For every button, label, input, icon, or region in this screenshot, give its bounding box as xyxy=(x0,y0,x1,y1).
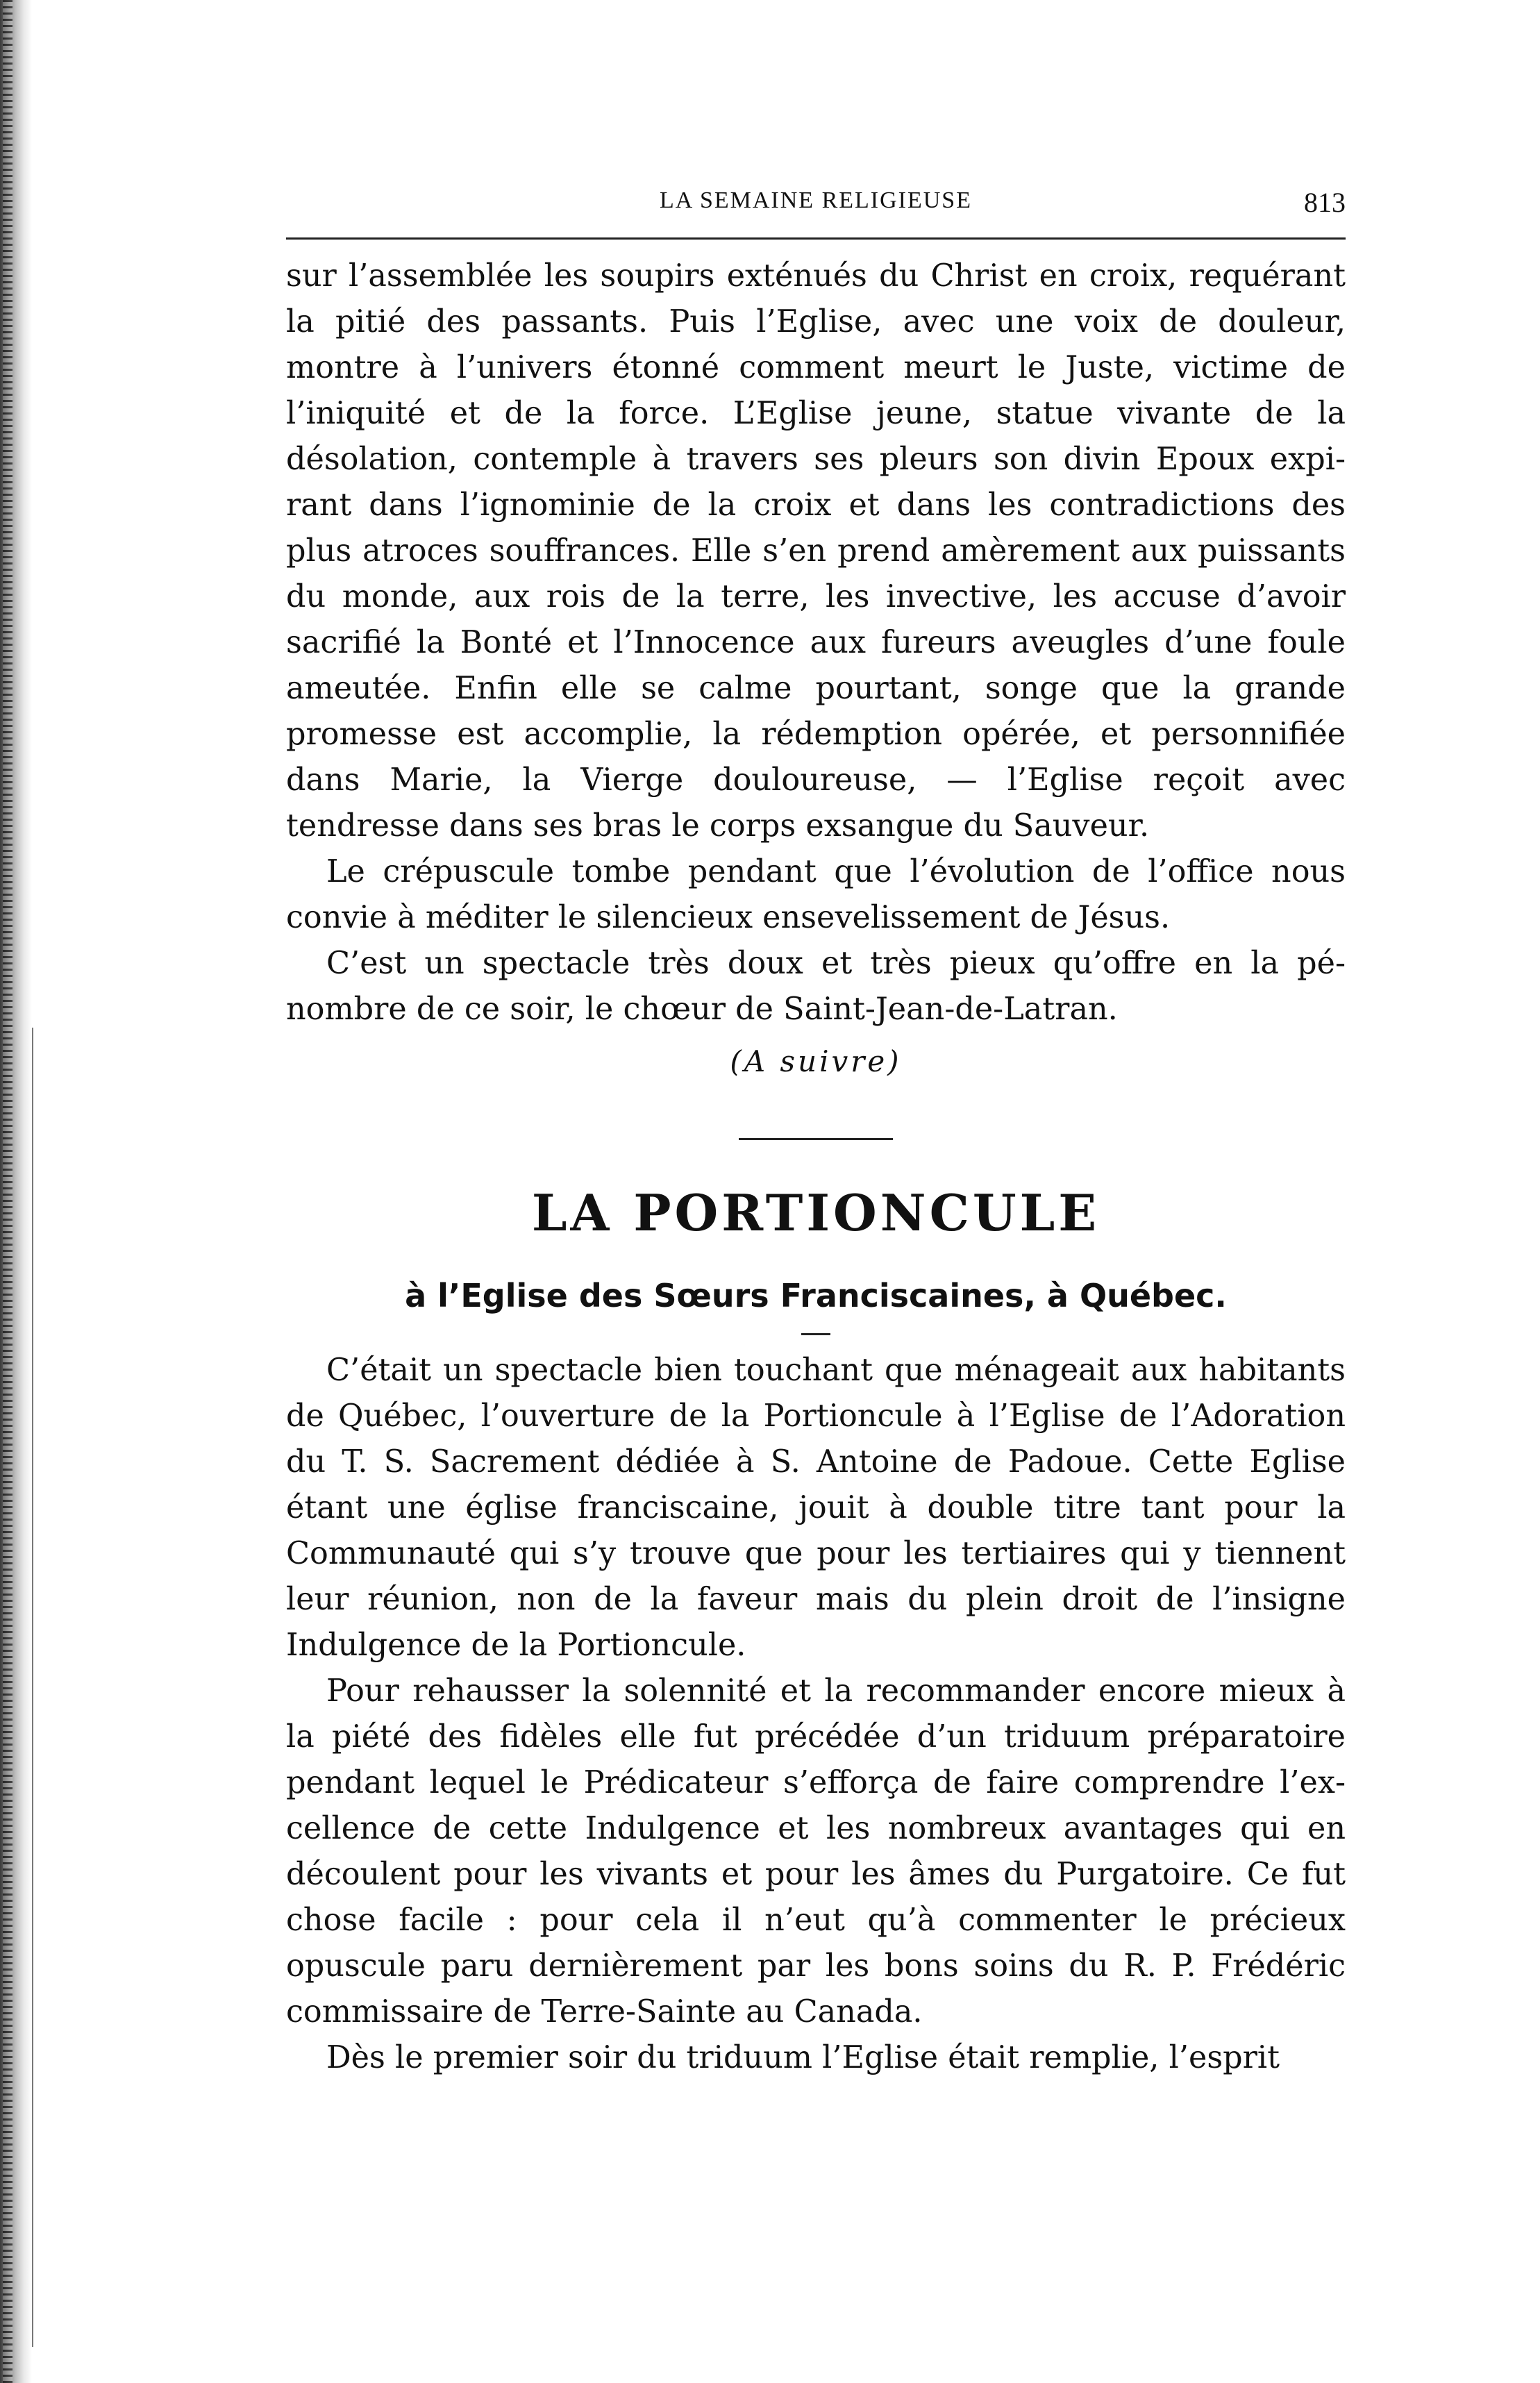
page xyxy=(286,187,1346,2081)
running-head xyxy=(286,187,1346,229)
article-body xyxy=(286,1348,1346,2081)
paragraph: Dès le premier soir du triduum l’Eglise était remplie, l’esprit xyxy=(326,2040,1280,2075)
section-divider xyxy=(739,1138,893,1140)
subtitle-dash xyxy=(801,1333,830,1335)
paragraph: Le crépuscule tombe pendant que l’évolution de l’office nous convie à méditer le silencieux ensevelissement de Jésus. xyxy=(286,854,1346,935)
article-subtitle: à l’Eglise des Sœurs Franciscaines, à Québec. xyxy=(405,1277,1227,1314)
page-edge-line xyxy=(32,1028,33,2347)
header-rule xyxy=(286,237,1346,240)
paragraph: Pour rehausser la solennité et la recommander encore mieux à la piété des fidèles elle fut précédée d’un triduum préparatoire pendant lequel le Prédicateur s’efforça de faire comprendre l’excellence de cette Indulgence et les nombreux avantages qui en découlent pour les vivants et pour les âmes du Purgatoire. Ce fut chose facile : pour cela il n’eut qu’à commenter le précieux opuscule paru dernièrement par les bons soins du R. P. Frédéric commissaire de Terre-Sainte au Canada. xyxy=(286,1673,1346,2030)
page-number: 813 xyxy=(1304,187,1346,218)
paragraph: C’est un spectacle très doux et très pieux qu’offre en la pénombre de ce soir, le chœur de Saint-Jean-de-Latran. xyxy=(286,946,1346,1027)
book-binding-edge xyxy=(0,0,32,2383)
paragraph: C’était un spectacle bien touchant que ménageait aux habitants de Québec, l’ouverture de la Portioncule à l’Eglise de l’Adoration du T. S. Sacrement dédiée à S. Antoine de Padoue. Cette Eglise étant une église franciscaine, jouit à double titre tant pour la Communauté qui s’y trouve que pour les tertiaires qui y tiennent leur réunion, non de la faveur mais du plein droit de l’insigne Indulgence de la Portioncule. xyxy=(286,1353,1346,1663)
to-be-continued: (A suivre) xyxy=(730,1044,902,1078)
paragraph: sur l’assemblée les soupirs exténués du Christ en croix, requérant la pitié des passants. Puis l’Eglise, avec une voix de douleur, montre à l’univers étonné comment meurt le Juste, victime de l’iniquité et de la force. L’Eglise jeune, statue vivante de la désolation, contemple à travers ses pleurs son divin Epoux expirant dans l’ignominie de la croix et dans les contradictions des plus atroces souffrances. Elle s’en prend amèrement aux puissants du monde, aux rois de la terre, les invective, les accuse d’avoir sacrifié la Bonté et l’Innocence aux fureurs aveugles d’une foule ameutée. Enfin elle se calme pourtant, songe que la grande promesse est accomplie, la rédemption opérée, et personnifiée dans Marie, la Vierge douloureuse, — l’Eglise reçoit avec tendresse dans ses bras le corps exsangue du Sauveur. xyxy=(286,258,1346,844)
article-title: LA PORTIONCULE xyxy=(531,1183,1100,1242)
running-head-title: LA SEMAINE RELIGIEUSE xyxy=(660,187,972,213)
continued-article xyxy=(286,253,1346,1032)
